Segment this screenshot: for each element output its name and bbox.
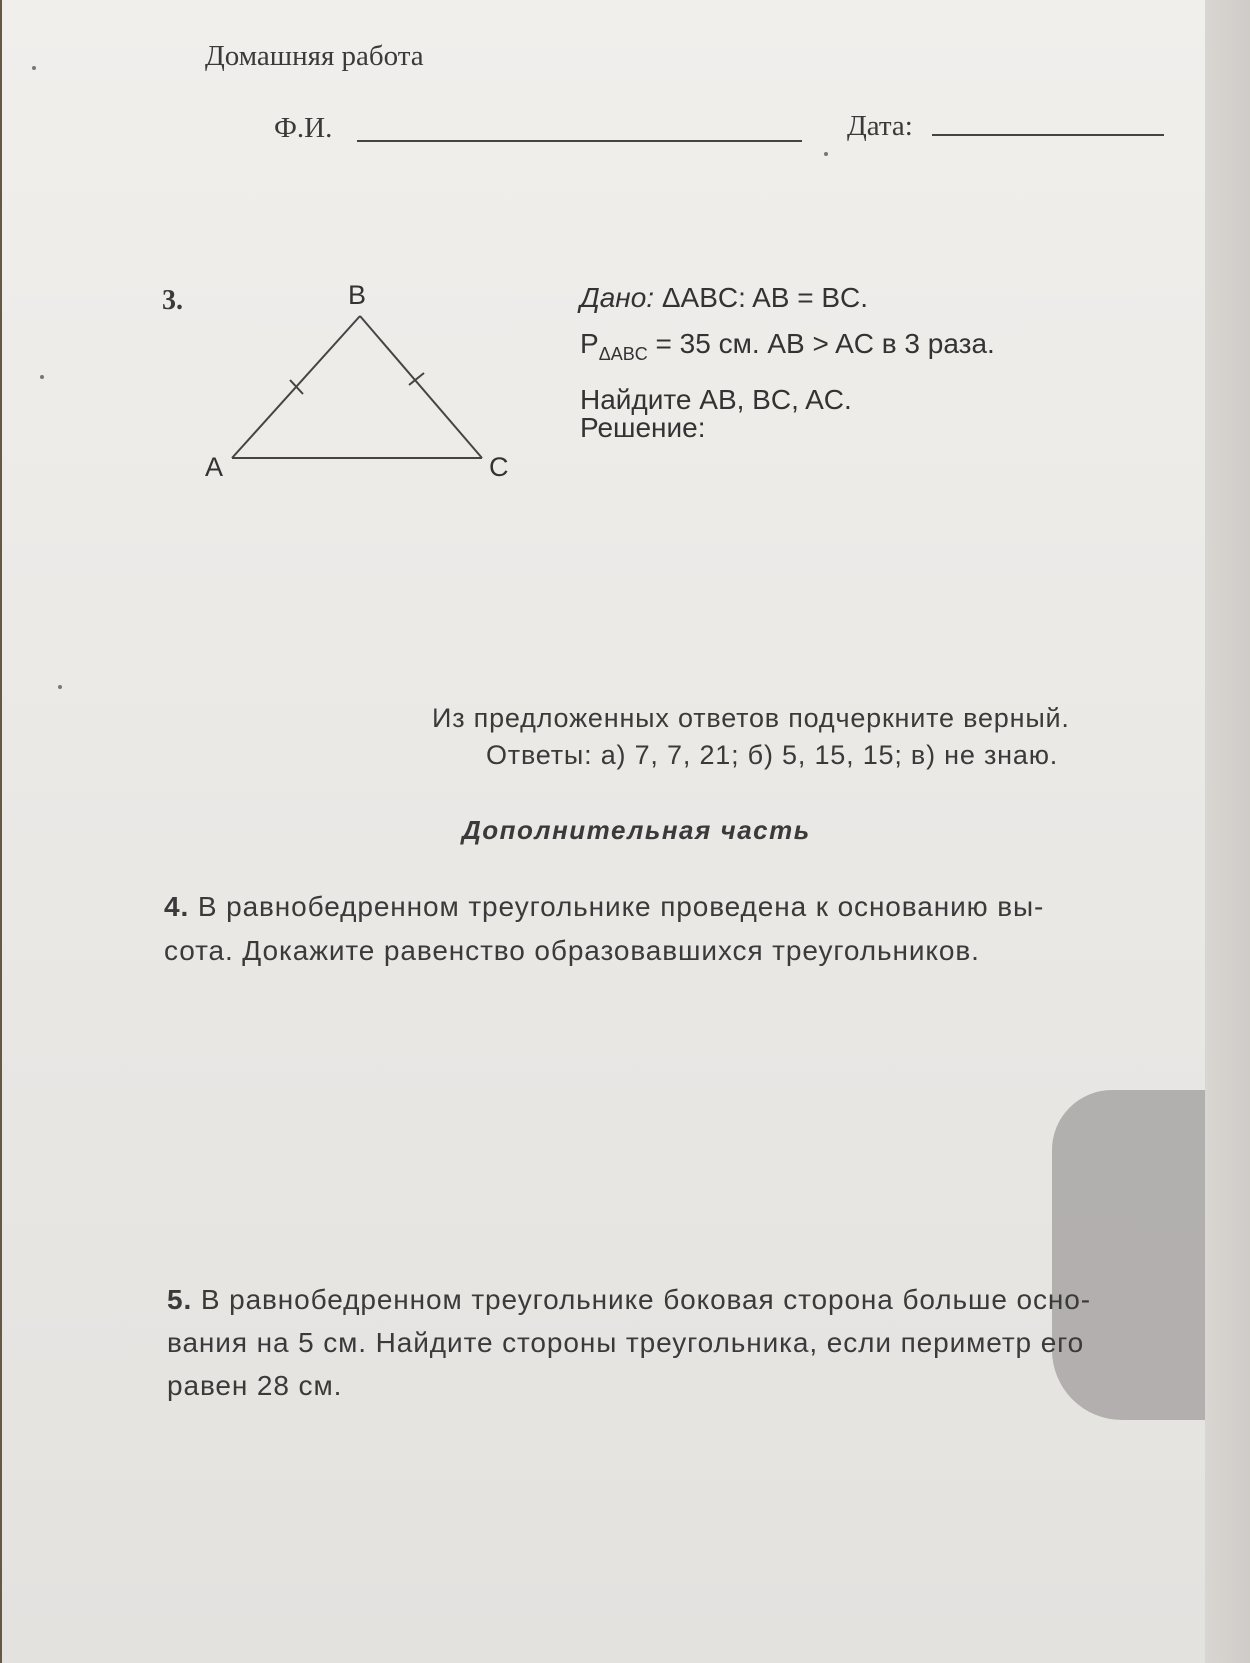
triangle-diagram (202, 300, 522, 480)
given-triangle: ΔABC: AB = BC. (661, 282, 869, 313)
vertex-b: B (348, 280, 367, 310)
speck (824, 152, 828, 156)
name-label: Ф.И. (274, 112, 333, 144)
vertex-a: A (205, 452, 224, 482)
worksheet-page (2, 0, 1207, 1663)
task5 (167, 1278, 1091, 1407)
extra-section-title: Дополнительная часть (462, 815, 811, 845)
solution-label: Решение: (580, 412, 706, 443)
perimeter-line (580, 321, 995, 377)
given-block (580, 275, 995, 423)
underlying-sheet (1205, 0, 1250, 1663)
date-line (932, 134, 1164, 136)
page-title: Домашняя работа (205, 40, 424, 72)
name-line (357, 140, 802, 142)
given-label: Дано: (580, 282, 655, 313)
task5-line1: В равнобедренном треугольнике боковая сторона больше осно- (192, 1284, 1091, 1315)
task5-number: 5. (167, 1284, 193, 1315)
choose-prompt: Из предложенных ответов подчеркните верный. (432, 703, 1070, 733)
speck (40, 375, 44, 379)
perimeter-subscript: ΔABC (598, 344, 648, 364)
task5-line3: равен 28 см. (167, 1370, 343, 1401)
task4-line1: В равнобедренном треугольнике проведена к основанию вы- (189, 891, 1045, 922)
find-line: Найдите AB, BC, AC. (580, 384, 852, 415)
answer-options: Ответы: а) 7, 7, 21; б) 5, 15, 15; в) не знаю. (486, 740, 1059, 770)
side-bc (360, 316, 482, 458)
task4 (164, 885, 1044, 973)
vertex-c: C (489, 452, 509, 482)
task4-line2: сота. Докажите равенство образовавшихся треугольников. (164, 935, 980, 966)
perimeter-symbol: P (580, 328, 599, 359)
speck (58, 685, 62, 689)
task3-number: 3. (162, 285, 183, 316)
speck (32, 66, 36, 70)
date-label: Дата: (847, 110, 913, 142)
task4-number: 4. (164, 891, 190, 922)
perimeter-rest: = 35 см. AB > AC в 3 раза. (647, 328, 995, 359)
given-line (580, 275, 995, 321)
task5-line2: вания на 5 см. Найдите стороны треугольника, если периметр его (167, 1327, 1085, 1358)
